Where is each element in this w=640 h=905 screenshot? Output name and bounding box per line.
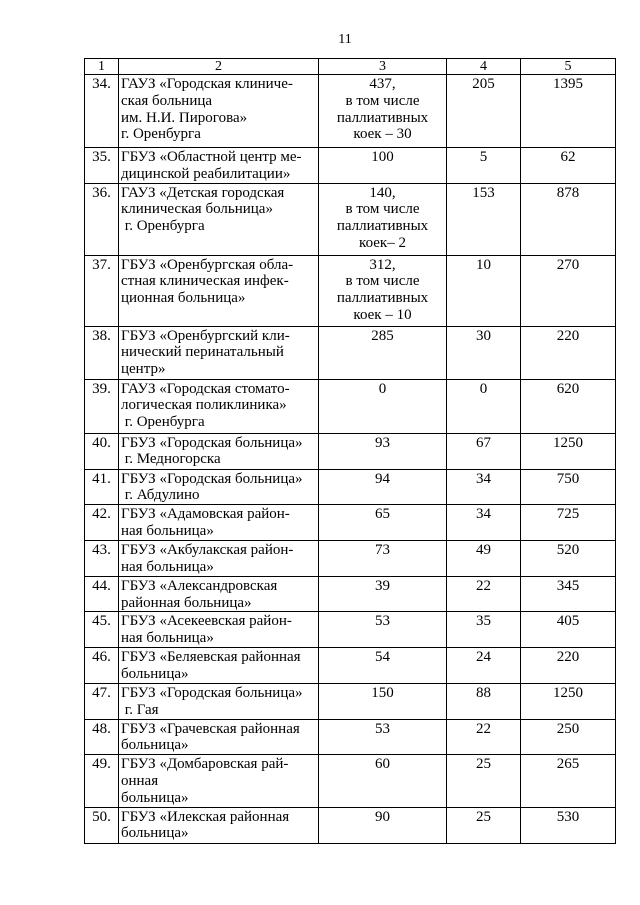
facility-name: ГБУЗ «Илекская районная больница» <box>119 807 319 843</box>
table-row <box>85 576 616 612</box>
table-row <box>85 255 616 326</box>
page-number: 11 <box>338 32 352 47</box>
column-3-value: 437, в том числе паллиативных коек – 30 <box>319 75 447 148</box>
column-4-value: 30 <box>447 326 521 379</box>
column-4-value: 34 <box>447 505 521 541</box>
column-4-value: 35 <box>447 612 521 648</box>
column-4-value: 88 <box>447 683 521 719</box>
row-number: 46. <box>85 647 119 683</box>
facility-name: ГБУЗ «Грачевская районная больница» <box>119 719 319 755</box>
column-4-value: 0 <box>447 379 521 433</box>
column-5-value: 878 <box>521 183 616 255</box>
facility-name: ГБУЗ «Оренбургский кли- нический перинатальный центр» <box>119 326 319 379</box>
column-5-value: 62 <box>521 148 616 184</box>
column-5-value: 345 <box>521 576 616 612</box>
table-body <box>85 75 616 844</box>
column-5-value: 1395 <box>521 75 616 148</box>
facility-name: ГБУЗ «Областной центр ме- дицинской реабилитации» <box>119 148 319 184</box>
facility-name: ГБУЗ «Асекеевская район- ная больница» <box>119 612 319 648</box>
facility-name: ГБУЗ «Оренбургская обла- стная клиническая инфек- ционная больница» <box>119 255 319 326</box>
table-row <box>85 807 616 843</box>
row-number: 43. <box>85 541 119 577</box>
column-4-value: 67 <box>447 433 521 469</box>
column-5-value: 1250 <box>521 433 616 469</box>
column-3-value: 53 <box>319 719 447 755</box>
row-number: 41. <box>85 469 119 505</box>
column-4-value: 34 <box>447 469 521 505</box>
facility-name: ГБУЗ «Городская больница» г. Абдулино <box>119 469 319 505</box>
header-row <box>85 59 616 75</box>
row-number: 44. <box>85 576 119 612</box>
column-3-value: 0 <box>319 379 447 433</box>
column-5-value: 750 <box>521 469 616 505</box>
row-number: 38. <box>85 326 119 379</box>
column-4-value: 24 <box>447 647 521 683</box>
table-row <box>85 148 616 184</box>
table-row <box>85 433 616 469</box>
column-5-value: 270 <box>521 255 616 326</box>
table-row <box>85 505 616 541</box>
column-3-value: 54 <box>319 647 447 683</box>
column-3-value: 53 <box>319 612 447 648</box>
facility-name: ГАУЗ «Городская клиниче- ская больница им. Н.И. Пирогова» г. Оренбурга <box>119 75 319 148</box>
row-number: 35. <box>85 148 119 184</box>
table-row <box>85 719 616 755</box>
row-number: 47. <box>85 683 119 719</box>
table-row <box>85 75 616 148</box>
column-3-value: 60 <box>319 755 447 807</box>
row-number: 36. <box>85 183 119 255</box>
column-4-value: 5 <box>447 148 521 184</box>
column-5-value: 265 <box>521 755 616 807</box>
header-column-1: 1 <box>85 59 119 75</box>
table-row <box>85 683 616 719</box>
column-3-value: 140, в том числе паллиативных коек– 2 <box>319 183 447 255</box>
facility-name: ГБУЗ «Беляевская районная больница» <box>119 647 319 683</box>
facility-name: ГБУЗ «Акбулакская район- ная больница» <box>119 541 319 577</box>
facility-name: ГБУЗ «Городская больница» г. Медногорска <box>119 433 319 469</box>
table-row <box>85 612 616 648</box>
table-row <box>85 379 616 433</box>
facility-name: ГАУЗ «Городская стомато- логическая поликлиника» г. Оренбурга <box>119 379 319 433</box>
column-3-value: 94 <box>319 469 447 505</box>
column-4-value: 25 <box>447 755 521 807</box>
facilities-table <box>84 58 616 844</box>
table-row <box>85 469 616 505</box>
row-number: 37. <box>85 255 119 326</box>
facility-name: ГБУЗ «Домбаровская рай- онная больница» <box>119 755 319 807</box>
row-number: 49. <box>85 755 119 807</box>
column-3-value: 39 <box>319 576 447 612</box>
column-4-value: 49 <box>447 541 521 577</box>
column-5-value: 220 <box>521 326 616 379</box>
column-4-value: 22 <box>447 576 521 612</box>
column-5-value: 1250 <box>521 683 616 719</box>
row-number: 48. <box>85 719 119 755</box>
column-3-value: 65 <box>319 505 447 541</box>
column-3-value: 285 <box>319 326 447 379</box>
column-5-value: 250 <box>521 719 616 755</box>
facility-name: ГБУЗ «Адамовская район- ная больница» <box>119 505 319 541</box>
column-4-value: 205 <box>447 75 521 148</box>
facility-name: ГАУЗ «Детская городская клиническая больница» г. Оренбурга <box>119 183 319 255</box>
row-number: 34. <box>85 75 119 148</box>
column-4-value: 153 <box>447 183 521 255</box>
column-4-value: 10 <box>447 255 521 326</box>
table-header <box>85 59 616 75</box>
header-column-3: 3 <box>319 59 447 75</box>
table-row <box>85 326 616 379</box>
column-3-value: 312, в том числе паллиативных коек – 10 <box>319 255 447 326</box>
row-number: 42. <box>85 505 119 541</box>
column-5-value: 220 <box>521 647 616 683</box>
column-5-value: 530 <box>521 807 616 843</box>
column-3-value: 100 <box>319 148 447 184</box>
table-row <box>85 541 616 577</box>
column-3-value: 90 <box>319 807 447 843</box>
row-number: 39. <box>85 379 119 433</box>
table-row <box>85 755 616 807</box>
column-3-value: 93 <box>319 433 447 469</box>
header-column-4: 4 <box>447 59 521 75</box>
column-5-value: 405 <box>521 612 616 648</box>
column-5-value: 520 <box>521 541 616 577</box>
header-column-2: 2 <box>119 59 319 75</box>
header-column-5: 5 <box>521 59 616 75</box>
row-number: 45. <box>85 612 119 648</box>
facility-name: ГБУЗ «Городская больница» г. Гая <box>119 683 319 719</box>
column-4-value: 25 <box>447 807 521 843</box>
column-5-value: 725 <box>521 505 616 541</box>
column-5-value: 620 <box>521 379 616 433</box>
row-number: 40. <box>85 433 119 469</box>
column-3-value: 150 <box>319 683 447 719</box>
table-row <box>85 183 616 255</box>
facility-name: ГБУЗ «Александровская районная больница» <box>119 576 319 612</box>
column-3-value: 73 <box>319 541 447 577</box>
column-4-value: 22 <box>447 719 521 755</box>
row-number: 50. <box>85 807 119 843</box>
table-row <box>85 647 616 683</box>
